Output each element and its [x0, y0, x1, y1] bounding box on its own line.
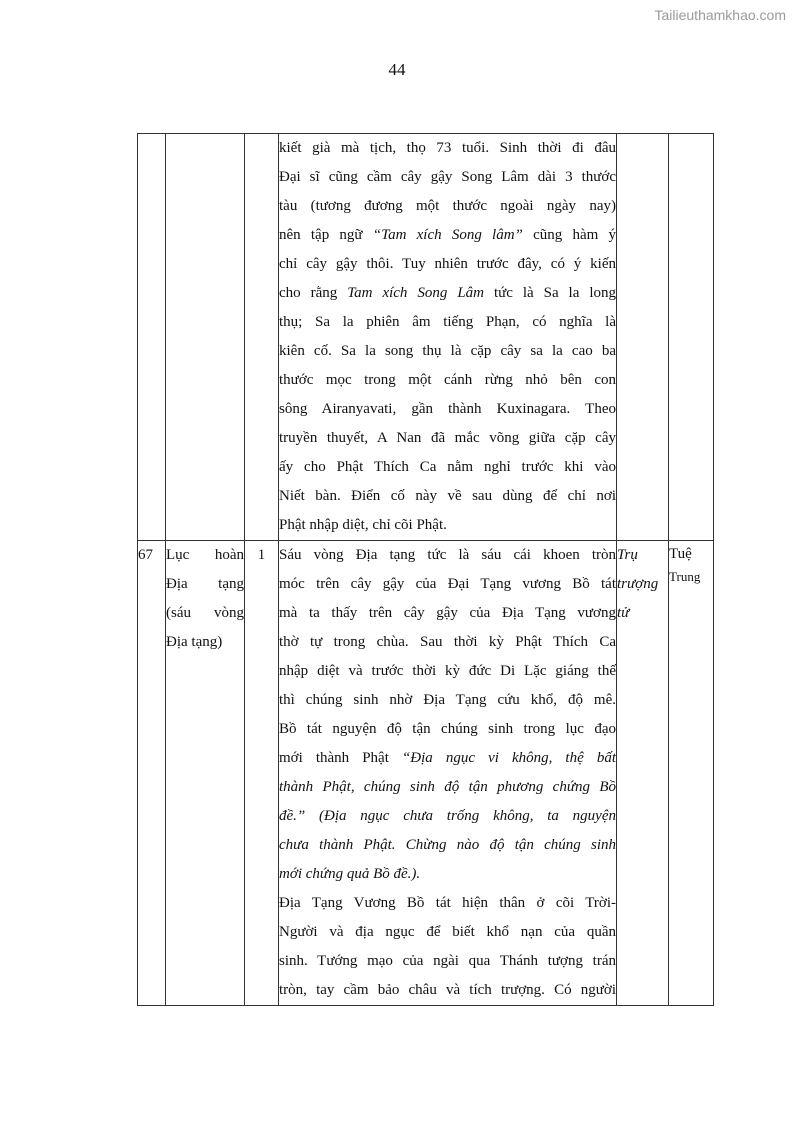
text-line: Niết bàn. Điển cố này về sau dùng để chỉ nơi — [279, 488, 616, 504]
text-line: kiên cố. Sa la song thụ là cặp cây sa la cao ba — [279, 343, 616, 359]
text-line: Bồ tát nguyện độ tận chúng sinh trong lục đạo — [279, 721, 616, 737]
page-number: 44 — [388, 60, 406, 79]
cell-meaning — [669, 541, 714, 1006]
text-segment: cũng hàm ý — [522, 227, 616, 243]
text-line: sinh. Tướng mạo của ngài qua Thánh tượng trán — [279, 953, 616, 969]
cell-term — [166, 541, 245, 1006]
cell-count — [245, 541, 279, 1006]
meaning-word: Tuệ — [669, 546, 692, 562]
cell-category — [617, 541, 669, 1006]
text-line: thước mọc trong một cánh rừng nhỏ bên con — [279, 372, 616, 388]
cell-category-empty — [617, 134, 669, 541]
text-line: thì chúng sinh nhờ Địa Tạng cứu khổ, độ mê. — [279, 692, 616, 708]
italic-line: đề.” (Địa ngục chưa trống không, ta nguyện — [279, 808, 616, 824]
term-line: Địa tạng — [166, 576, 244, 592]
cell-explanation-continuation — [279, 134, 617, 541]
glossary-table — [137, 133, 714, 1006]
text-segment: mới thành Phật — [279, 750, 402, 766]
text-line: mà ta thấy trên cây gậy của Địa Tạng vương — [279, 605, 616, 621]
text-line: tròn, tay cầm bảo châu và tích trượng. Có người — [279, 982, 616, 998]
text-segment: cho rằng — [279, 285, 348, 301]
text-line: móc trên cây gậy của Đại Tạng vương Bồ tát — [279, 576, 616, 592]
watermark-logo: Tailieuthamkhao.com — [654, 7, 786, 23]
category-line: trượng — [617, 576, 659, 592]
text-line: Sáu vòng Địa tạng tức là sáu cái khoen tròn — [279, 547, 616, 563]
table-row-continuation — [138, 134, 714, 541]
text-line — [279, 744, 616, 773]
meaning-word-2: Trung — [669, 569, 701, 584]
cell-count-empty — [245, 134, 279, 541]
cell-term-empty — [166, 134, 245, 541]
text-line: thờ tự trong chùa. Sau thời kỳ Phật Thích Ca — [279, 634, 616, 650]
table-row-entry-67 — [138, 541, 714, 1006]
term-line: Địa tạng) — [166, 634, 223, 650]
text-line: Địa Tạng Vương Bồ tát hiện thân ở cõi Trời- — [279, 895, 616, 911]
text-line: Phật nhập diệt, chỉ cõi Phật. — [279, 517, 447, 533]
text-line: ấy cho Phật Thích Ca nằm nghỉ trước khi vào — [279, 459, 616, 475]
text-line — [279, 221, 616, 250]
text-line: kiết già mà tịch, thọ 73 tuổi. Sinh thời đi đâu — [279, 140, 616, 156]
cell-entry-number — [138, 541, 166, 1006]
italic-term: Tam xích Song Lâm — [347, 285, 484, 301]
category-line: tử — [617, 605, 630, 621]
term-line: (sáu vòng — [166, 605, 244, 621]
text-line: thụ; Sa la phiên âm tiếng Phạn, có nghĩa là — [279, 314, 616, 330]
italic-quote: “Địa ngục vi không, thệ bất — [401, 750, 616, 766]
italic-line: thành Phật, chúng sinh độ tận phương chứng Bồ — [279, 779, 616, 795]
italic-line: mới chứng quả Bồ đề.). — [279, 866, 421, 882]
text-line: chỉ cây gậy thôi. Tuy nhiên trước đây, có ý kiến — [279, 256, 616, 272]
text-line: tàu (tương đương một thước ngoài ngày nay) — [279, 198, 616, 214]
text-line: Đại sĩ cũng cầm cây gậy Song Lâm dài 3 thước — [279, 169, 616, 185]
count-value: 1 — [257, 547, 266, 563]
text-line: nhập diệt và trước thời kỳ đức Di Lặc giáng thế — [279, 663, 616, 679]
cell-explanation — [279, 541, 617, 1006]
cell-number-empty — [138, 134, 166, 541]
italic-term: “Tam xích Song lâm” — [372, 227, 523, 243]
text-line — [279, 279, 616, 308]
text-line: truyền thuyết, A Nan đã mắc võng giữa cặp cây — [279, 430, 616, 446]
category-line: Trụ — [617, 547, 638, 563]
text-line: Người và địa ngục để biết khổ nạn của quần — [279, 924, 616, 940]
text-line: sông Airanyavati, gần thành Kuxinagara. Theo — [279, 401, 616, 417]
term-line: Lục hoàn — [166, 547, 244, 563]
italic-line: chưa thành Phật. Chừng nào độ tận chúng sinh — [279, 837, 616, 853]
text-segment: nên tập ngữ — [279, 227, 373, 243]
text-segment: tức là Sa la long — [484, 285, 616, 301]
entry-number: 67 — [138, 547, 153, 563]
cell-meaning-empty — [669, 134, 714, 541]
